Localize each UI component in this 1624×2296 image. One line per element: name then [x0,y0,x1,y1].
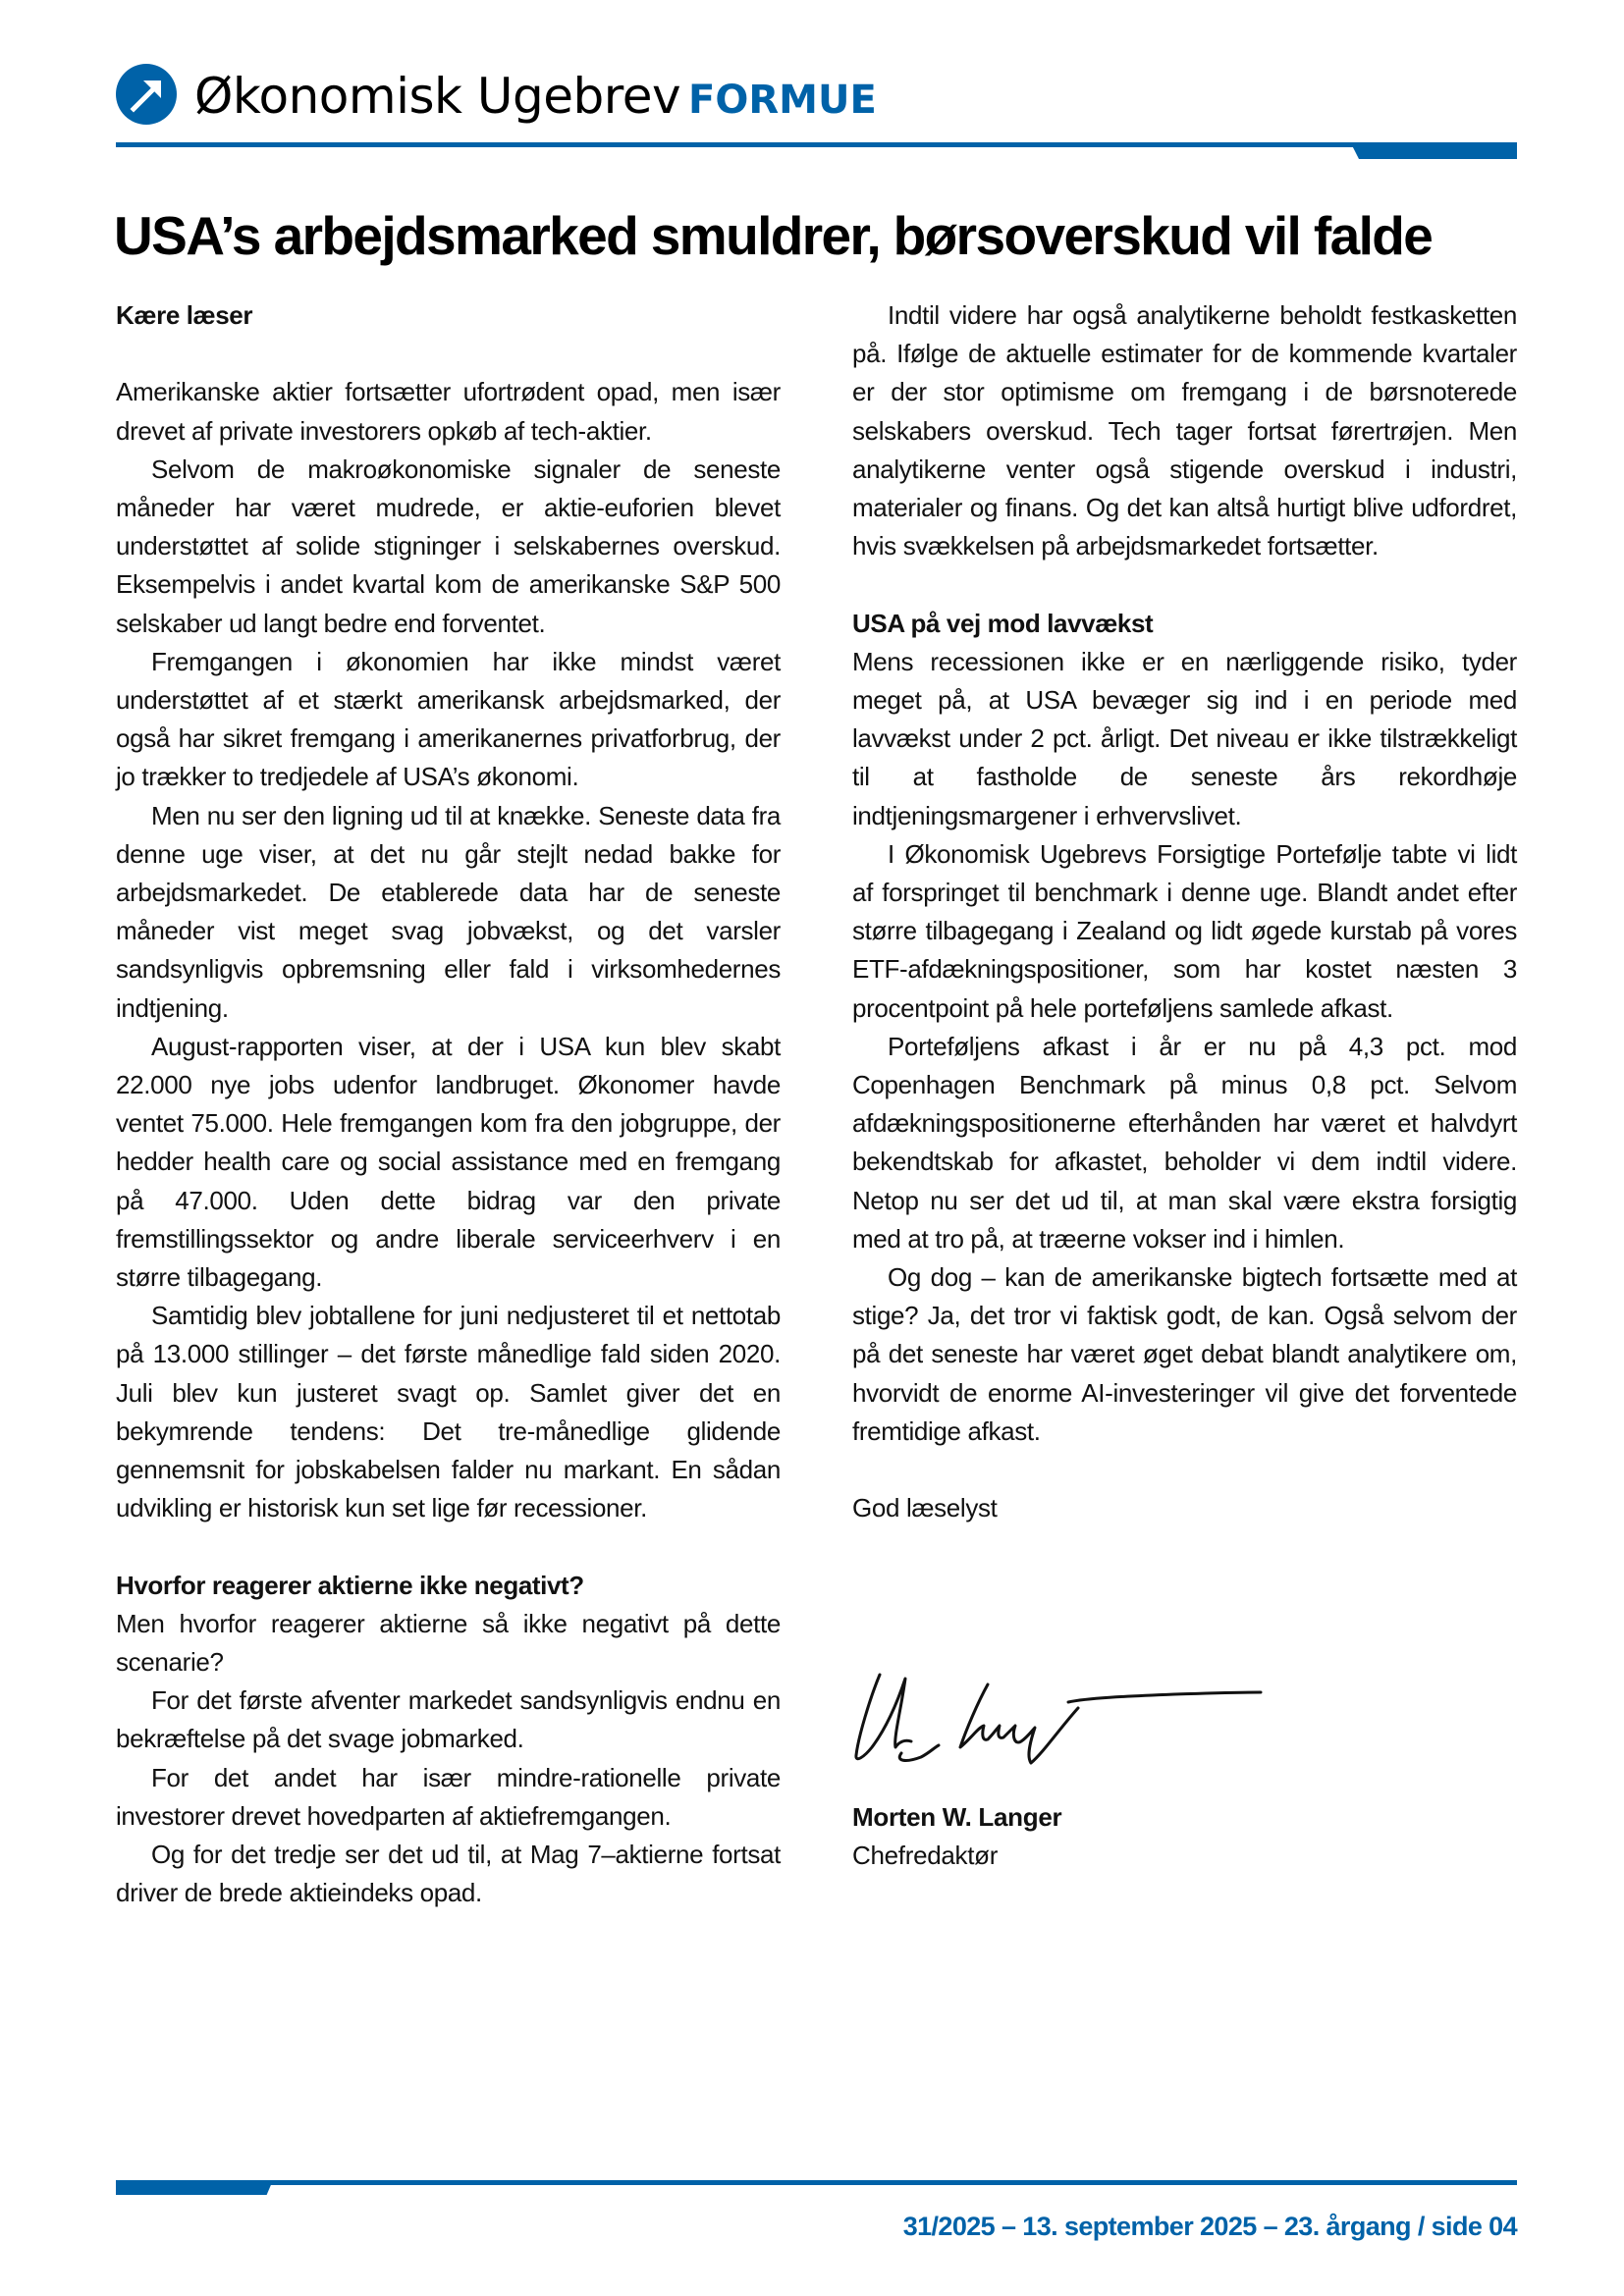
issue-info: 31/2025 – 13. september 2025 – 23. årgang / side 04 [902,2212,1517,2241]
body-paragraph: Men hvorfor reagerer aktierne så ikke negativt på dette scenarie? [116,1608,781,1678]
header-rule-accent [1353,142,1517,159]
article-title: USA’s arbejdsmarked smuldrer, børsoverskud vil falde [114,205,1433,266]
section-name: FORMUE [688,78,877,123]
footer-rule-accent [116,2180,273,2195]
body-paragraph: I Økonomisk Ugebrevs Forsigtige Portefølje tabte vi lidt af forspringet til benchmark i denne uge. Blandt andet efter større tilbagegang i Zealand og lidt øgede kurstab på vores ETF-afdækningspositioner, som har kostet næsten 3 procentpoint på hele porteføljens samlede afkast. [852,838,1517,1023]
intro-paragraph: Amerikanske aktier fortsætter ufortrødent opad, men især drevet af private investorers opkøb af tech-aktier. [116,377,781,446]
subheading: Hvorfor reagerer aktierne ikke negativt? [116,1570,584,1600]
closing-line: God læselyst [852,1493,998,1523]
body-paragraph: Selvom de makroøkonomiske signaler de seneste måneder har været mudrede, er aktie-euforien blevet understøttet af solide stigninger i selskabernes overskud. Eksempelvis i andet kvartal kom de amerikanske S&P 500 selskaber ud langt bedre end forventet. [116,454,781,638]
article-column-left [116,296,781,1913]
body-paragraph: Og for det tredje ser det ud til, at Mag 7–aktierne fortsat driver de brede aktieindeks opad. [116,1840,781,1908]
author-title: Chefredaktør [852,1841,999,1871]
author-block [852,1798,1061,1875]
body-paragraph: Porteføljens afkast i år er nu på 4,3 pct. mod Copenhagen Benchmark på minus 0,8 pct. Selvom afdækningspositionerne efterhånden har været et halvdyrt bekendtskab for afkastet, beholder vi dem indtil videre. Netop nu ser det ud til, at man skal være ekstra forsigtig med at tro på, at træerne vokser ind i himlen. [852,1031,1517,1254]
body-paragraph: Men nu ser den ligning ud til at knække. Seneste data fra denne uge viser, at det nu går stejlt nedad bakke for arbejdsmarkedet. De etablerede data har de seneste måneder vist meget svag jobvækst, og det varsler sandsynligvis opbremsning eller fald i virksomhedernes indtjening. [116,800,781,1023]
body-paragraph: Samtidig blev jobtallene for juni nedjusteret til et nettotab på 13.000 stillinger – det første månedlige fald siden 2020. Juli blev kun justeret svagt op. Samlet giver det en bekymrende tendens: Det tre-månedlige glidende gennemsnit for jobskabelsen falder nu markant. En sådan udvikling er historisk kun set lige før recessioner. [116,1301,781,1523]
article-column-right [852,296,1517,1527]
publication-masthead [194,67,877,130]
author-name: Morten W. Langer [852,1802,1062,1832]
body-paragraph: Fremgangen i økonomien har ikke mindst været understøttet af et stærkt amerikansk arbejdsmarked, der også har sikret fremgang i amerikanernes privatforbrug, der jo trækker to tredjedele af USA’s økonomi. [116,646,781,792]
signature-icon [850,1669,1263,1777]
header-rule [116,142,1517,147]
body-paragraph: For det andet har især mindre-rationelle private investorer drevet hovedparten af aktiefremgangen. [116,1762,781,1831]
body-paragraph: For det første afventer markedet sandsynligvis endnu en bekræftelse på det svage jobmarked. [116,1685,781,1754]
body-paragraph: Indtil videre har også analytikerne beholdt festkasketten på. Ifølge de aktuelle estimater for de kommende kvartaler er der stor optimisme om fremgang i de børsnoterede selskabers overskud. Tech tager fortsat førertrøjen. Men analytikerne venter også stigende overskud i industri, materialer og finans. Og det kan altså hurtigt blive udfordret, hvis svækkelsen på arbejdsmarkedet fortsætter. [852,300,1517,561]
body-paragraph: Og dog – kan de amerikanske bigtech fortsætte med at stige? Ja, det tror vi faktisk godt, de kan. Også selvom der på det seneste har været øget debat blandt analytikere om, hvorvidt de enorme AI-investeringer vil give det forventede fremtidige afkast. [852,1262,1517,1446]
body-paragraph: August-rapporten viser, at der i USA kun blev skabt 22.000 nye jobs udenfor landbruget. Økonomer havde ventet 75.000. Hele fremgangen kom fra den jobgruppe, der hedder health care og social assistance med en fremgang på 47.000. Uden dette bidrag var den private fremstillingssektor og andre liberale serviceerhverv i en større tilbagegang. [116,1031,781,1293]
logo-arrow-icon [116,64,177,125]
salutation: Kære læser [116,300,253,330]
subheading: USA på vej mod lavvækst [852,608,1154,638]
publication-name: Økonomisk Ugebrev [194,68,681,125]
footer-rule [116,2180,1517,2185]
body-paragraph: Mens recessionen ikke er en nærliggende risiko, tyder meget på, at USA bevæger sig ind i en periode med lavvækst under 2 pct. årligt. Det niveau er ikke tilstrækkeligt til at fastholde de seneste års rekordhøje indtjeningsmargener i erhvervslivet. [852,646,1517,830]
